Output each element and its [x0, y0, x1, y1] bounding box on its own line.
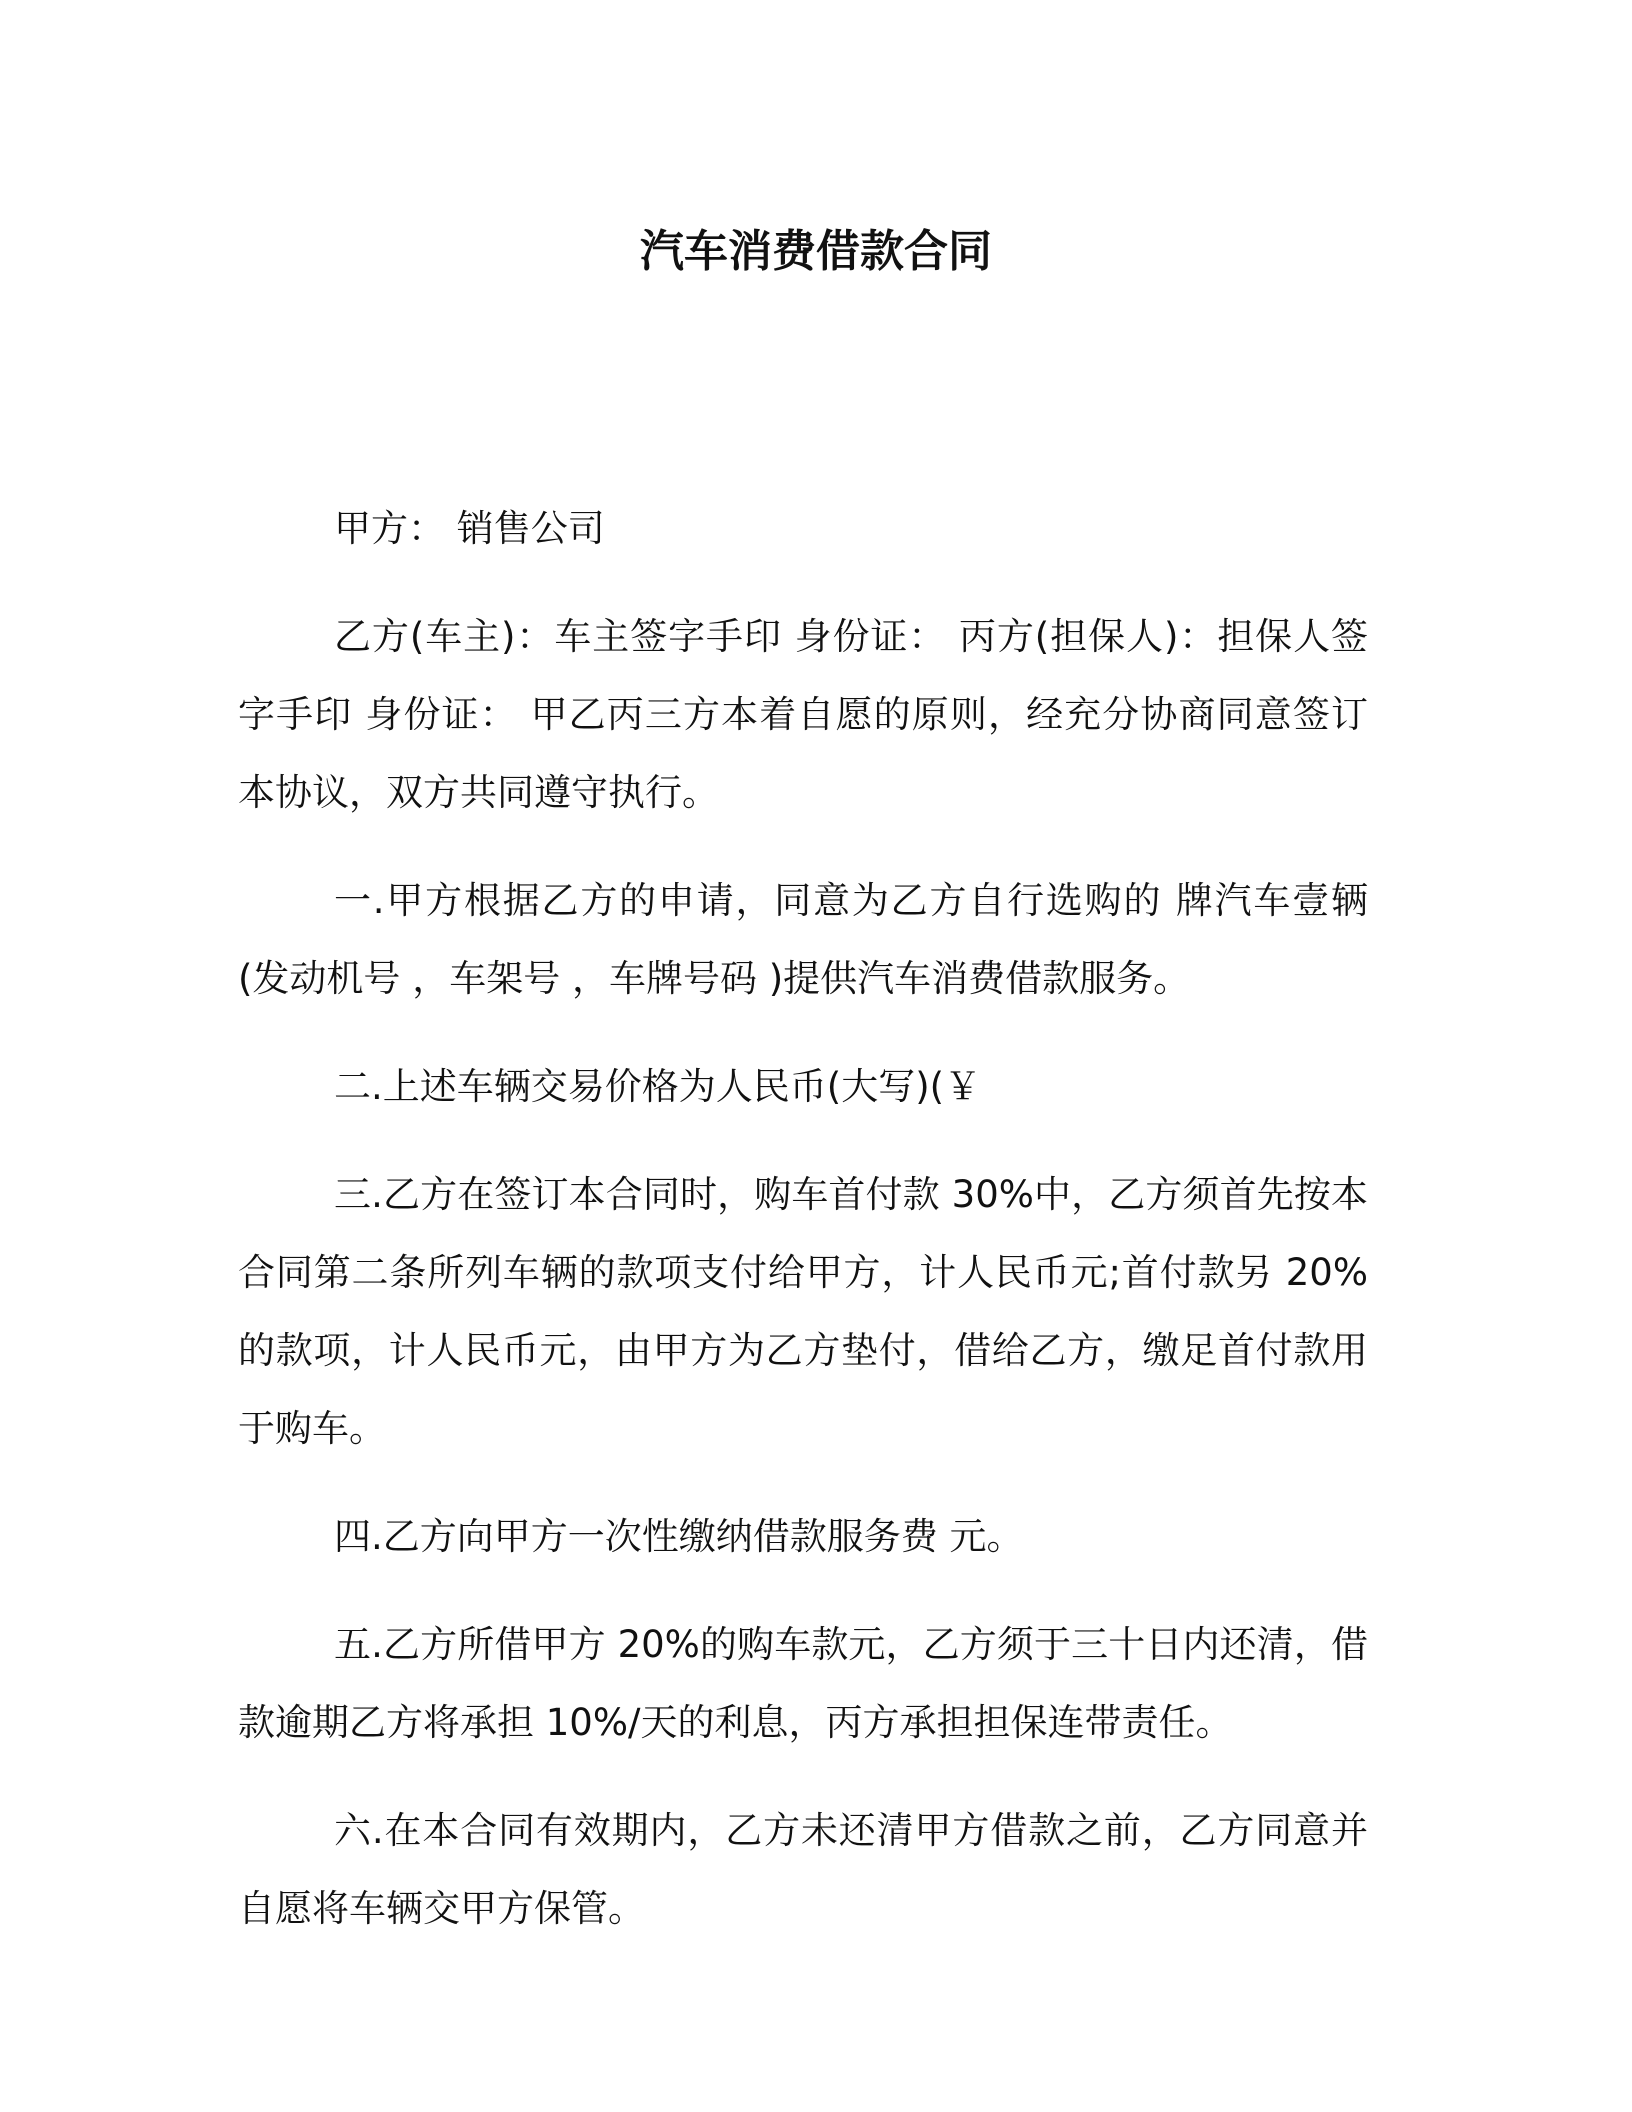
paragraph-clause-3: 三.乙方在签订本合同时，购车首付款 30%中，乙方须首先按本合同第二条所列车辆的款项支付给甲方，计人民币元;首付款另 20%的款项，计人民币元，由甲方为乙方垫付，借给乙方，缴足首付款用于购车。 — [238, 1173, 1368, 1450]
paragraph-clause-2: 二.上述车辆交易价格为人民币(大写)(￥ — [334, 1065, 982, 1108]
paragraph-party-b-c: 乙方(车主)：车主签字手印 身份证： 丙方(担保人)：担保人签字手印 身份证： 甲乙丙三方本着自愿的原则，经充分协商同意签订本协议，双方共同遵守执行。 — [238, 615, 1368, 814]
paragraph-clause-6: 六.在本合同有效期内，乙方未还清甲方借款之前，乙方同意并自愿将车辆交甲方保管。 — [238, 1809, 1368, 1930]
document-title: 汽车消费借款合同 — [640, 226, 992, 277]
paragraph-clause-4: 四.乙方向甲方一次性缴纳借款服务费 元。 — [334, 1515, 1024, 1558]
paragraph-clause-1: 一.甲方根据乙方的申请，同意为乙方自行选购的 牌汽车壹辆(发动机号 ，车架号 ，车牌号码 )提供汽车消费借款服务。 — [238, 879, 1368, 1000]
document-body — [238, 490, 1368, 1978]
paragraph-party-a: 甲方： 销售公司 — [334, 507, 605, 550]
paragraph-clause-5: 五.乙方所借甲方 20%的购车款元，乙方须于三十日内还清，借款逾期乙方将承担 10%/天的利息，丙方承担担保连带责任。 — [238, 1623, 1368, 1744]
